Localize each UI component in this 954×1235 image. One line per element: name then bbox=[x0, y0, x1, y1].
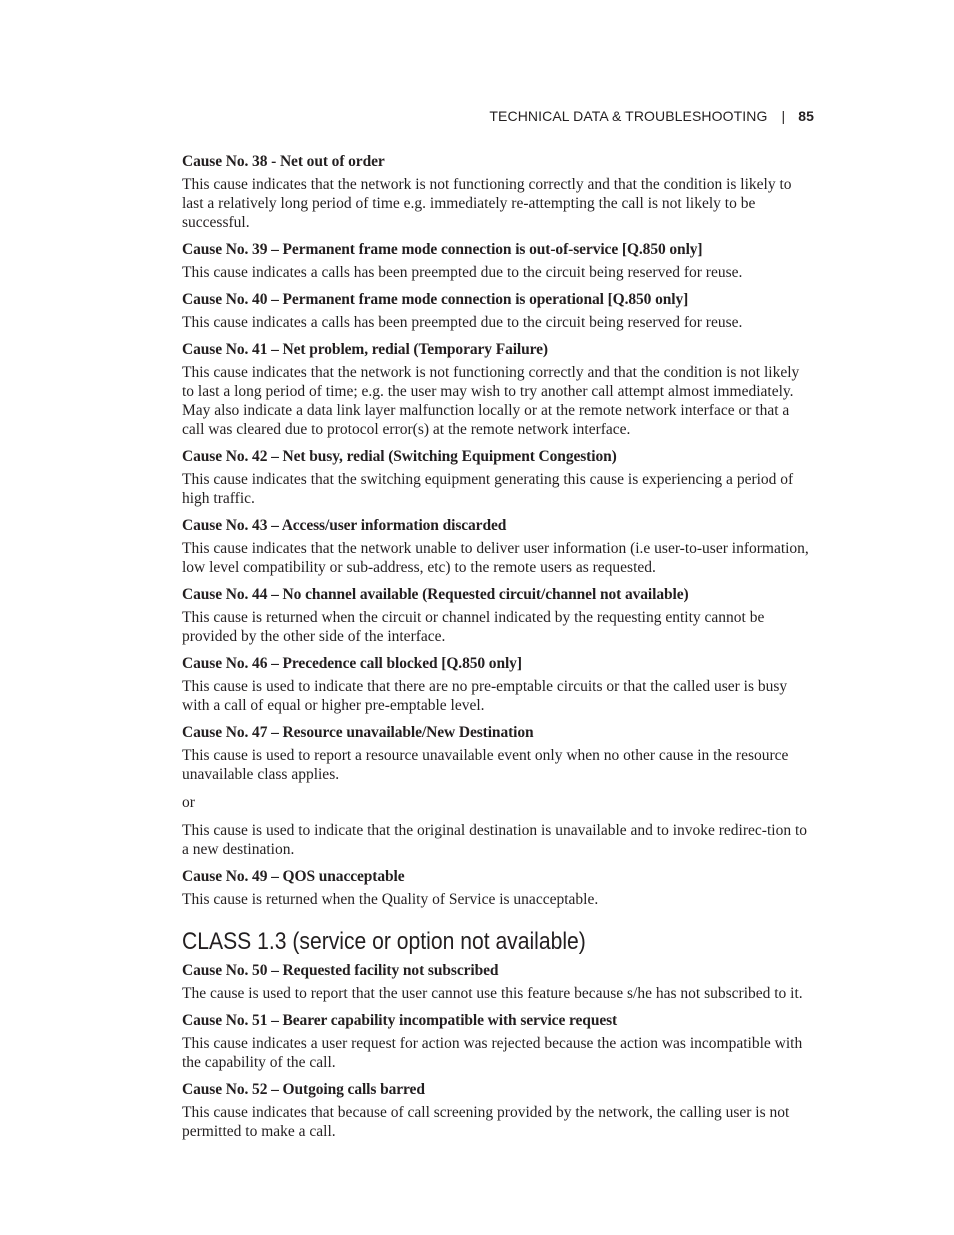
running-title: TECHNICAL DATA & TROUBLESHOOTING bbox=[489, 108, 768, 124]
cause-entry bbox=[182, 654, 814, 715]
cause-description bbox=[182, 1103, 814, 1141]
description-paragraph: This cause indicates that the network is not functioning correctly and that the condition is not likely to last a long period of time; e.g. the user may wish to try another call attempt almost immediately. May also indicate a data link layer malfunction locally or at the remote network interface or that a call was cleared due to protocol error(s) at the remote network interface. bbox=[182, 364, 800, 438]
cause-description bbox=[182, 363, 814, 439]
cause-entry bbox=[182, 1011, 814, 1072]
cause-description bbox=[182, 608, 814, 646]
cause-description bbox=[182, 677, 814, 715]
cause-entry bbox=[182, 585, 814, 646]
cause-title: Cause No. 41 – Net problem, redial (Temporary Failure) bbox=[182, 341, 548, 358]
cause-title: Cause No. 43 – Access/user information discarded bbox=[182, 517, 507, 534]
cause-title: Cause No. 44 – No channel available (Requested circuit/channel not available) bbox=[182, 586, 689, 603]
cause-entry bbox=[182, 961, 814, 1003]
running-header bbox=[489, 108, 814, 124]
cause-entry bbox=[182, 516, 814, 577]
cause-entry bbox=[182, 723, 814, 859]
description-paragraph: This cause is used to report a resource unavailable event only when no other cause in the resource unavailable class applies. bbox=[182, 747, 789, 783]
description-paragraph: The cause is used to report that the user cannot use this feature because s/he has not subscribed to it. bbox=[182, 985, 803, 1002]
cause-entry bbox=[182, 340, 814, 439]
cause-entry bbox=[182, 867, 814, 909]
page-content bbox=[182, 152, 814, 1149]
description-paragraph: This cause indicates that the network is not functioning correctly and that the condition is likely to last a relatively long period of time e.g. immediately re-attempting the call is not likely to be successful. bbox=[182, 176, 792, 231]
cause-title: Cause No. 38 - Net out of order bbox=[182, 153, 385, 170]
cause-entry bbox=[182, 1080, 814, 1141]
cause-title: Cause No. 51 – Bearer capability incompatible with service request bbox=[182, 1012, 618, 1029]
page-number: 85 bbox=[798, 108, 814, 124]
cause-title: Cause No. 40 – Permanent frame mode connection is operational [Q.850 only] bbox=[182, 291, 689, 308]
cause-title: Cause No. 47 – Resource unavailable/New Destination bbox=[182, 724, 534, 741]
header-separator: | bbox=[781, 108, 786, 124]
cause-entry bbox=[182, 290, 814, 332]
cause-entry bbox=[182, 240, 814, 282]
cause-title: Cause No. 49 – QOS unacceptable bbox=[182, 868, 405, 885]
cause-description bbox=[182, 890, 814, 909]
cause-title: Cause No. 52 – Outgoing calls barred bbox=[182, 1081, 425, 1098]
description-paragraph: This cause indicates that the switching equipment generating this cause is experiencing a period of high traffic. bbox=[182, 471, 794, 507]
cause-description bbox=[182, 470, 814, 508]
cause-entry bbox=[182, 152, 814, 232]
description-paragraph: This cause is used to indicate that the original destination is unavailable and to invoke redirec-tion to a new destination. bbox=[182, 822, 807, 858]
cause-description bbox=[182, 539, 814, 577]
cause-title: Cause No. 39 – Permanent frame mode connection is out-of-service [Q.850 only] bbox=[182, 241, 703, 258]
description-paragraph: or bbox=[182, 794, 195, 811]
section-title: CLASS 1.3 (service or option not available) bbox=[182, 928, 586, 955]
cause-description bbox=[182, 175, 814, 232]
description-paragraph: This cause indicates a calls has been preempted due to the circuit being reserved for reuse. bbox=[182, 264, 743, 281]
description-paragraph: This cause is used to indicate that there are no pre-emptable circuits or that the called user is busy with a call of equal or higher pre-emptable level. bbox=[182, 678, 788, 714]
description-paragraph: This cause indicates a user request for action was rejected because the action was incompatible with the capability of the call. bbox=[182, 1035, 803, 1071]
cause-description bbox=[182, 313, 814, 332]
cause-description bbox=[182, 1034, 814, 1072]
cause-entry bbox=[182, 447, 814, 508]
cause-title: Cause No. 46 – Precedence call blocked [Q.850 only] bbox=[182, 655, 522, 672]
description-paragraph: This cause indicates that the network unable to deliver user information (i.e user-to-user information, low level compatibility or sub-address, etc) to the remote users as requested. bbox=[182, 540, 809, 576]
cause-title: Cause No. 42 – Net busy, redial (Switching Equipment Congestion) bbox=[182, 448, 617, 465]
cause-title: Cause No. 50 – Requested facility not subscribed bbox=[182, 962, 499, 979]
cause-description bbox=[182, 746, 814, 859]
cause-description bbox=[182, 263, 814, 282]
cause-description bbox=[182, 984, 814, 1003]
cause-list bbox=[182, 152, 814, 909]
description-paragraph: This cause is returned when the Quality of Service is unacceptable. bbox=[182, 891, 599, 908]
description-paragraph: This cause indicates a calls has been preempted due to the circuit being reserved for reuse. bbox=[182, 314, 743, 331]
description-paragraph: This cause indicates that because of call screening provided by the network, the calling user is not permitted to make a call. bbox=[182, 1104, 790, 1140]
description-paragraph: This cause is returned when the circuit or channel indicated by the requesting entity cannot be provided by the other side of the interface. bbox=[182, 609, 765, 645]
section-cause-list bbox=[182, 961, 814, 1141]
